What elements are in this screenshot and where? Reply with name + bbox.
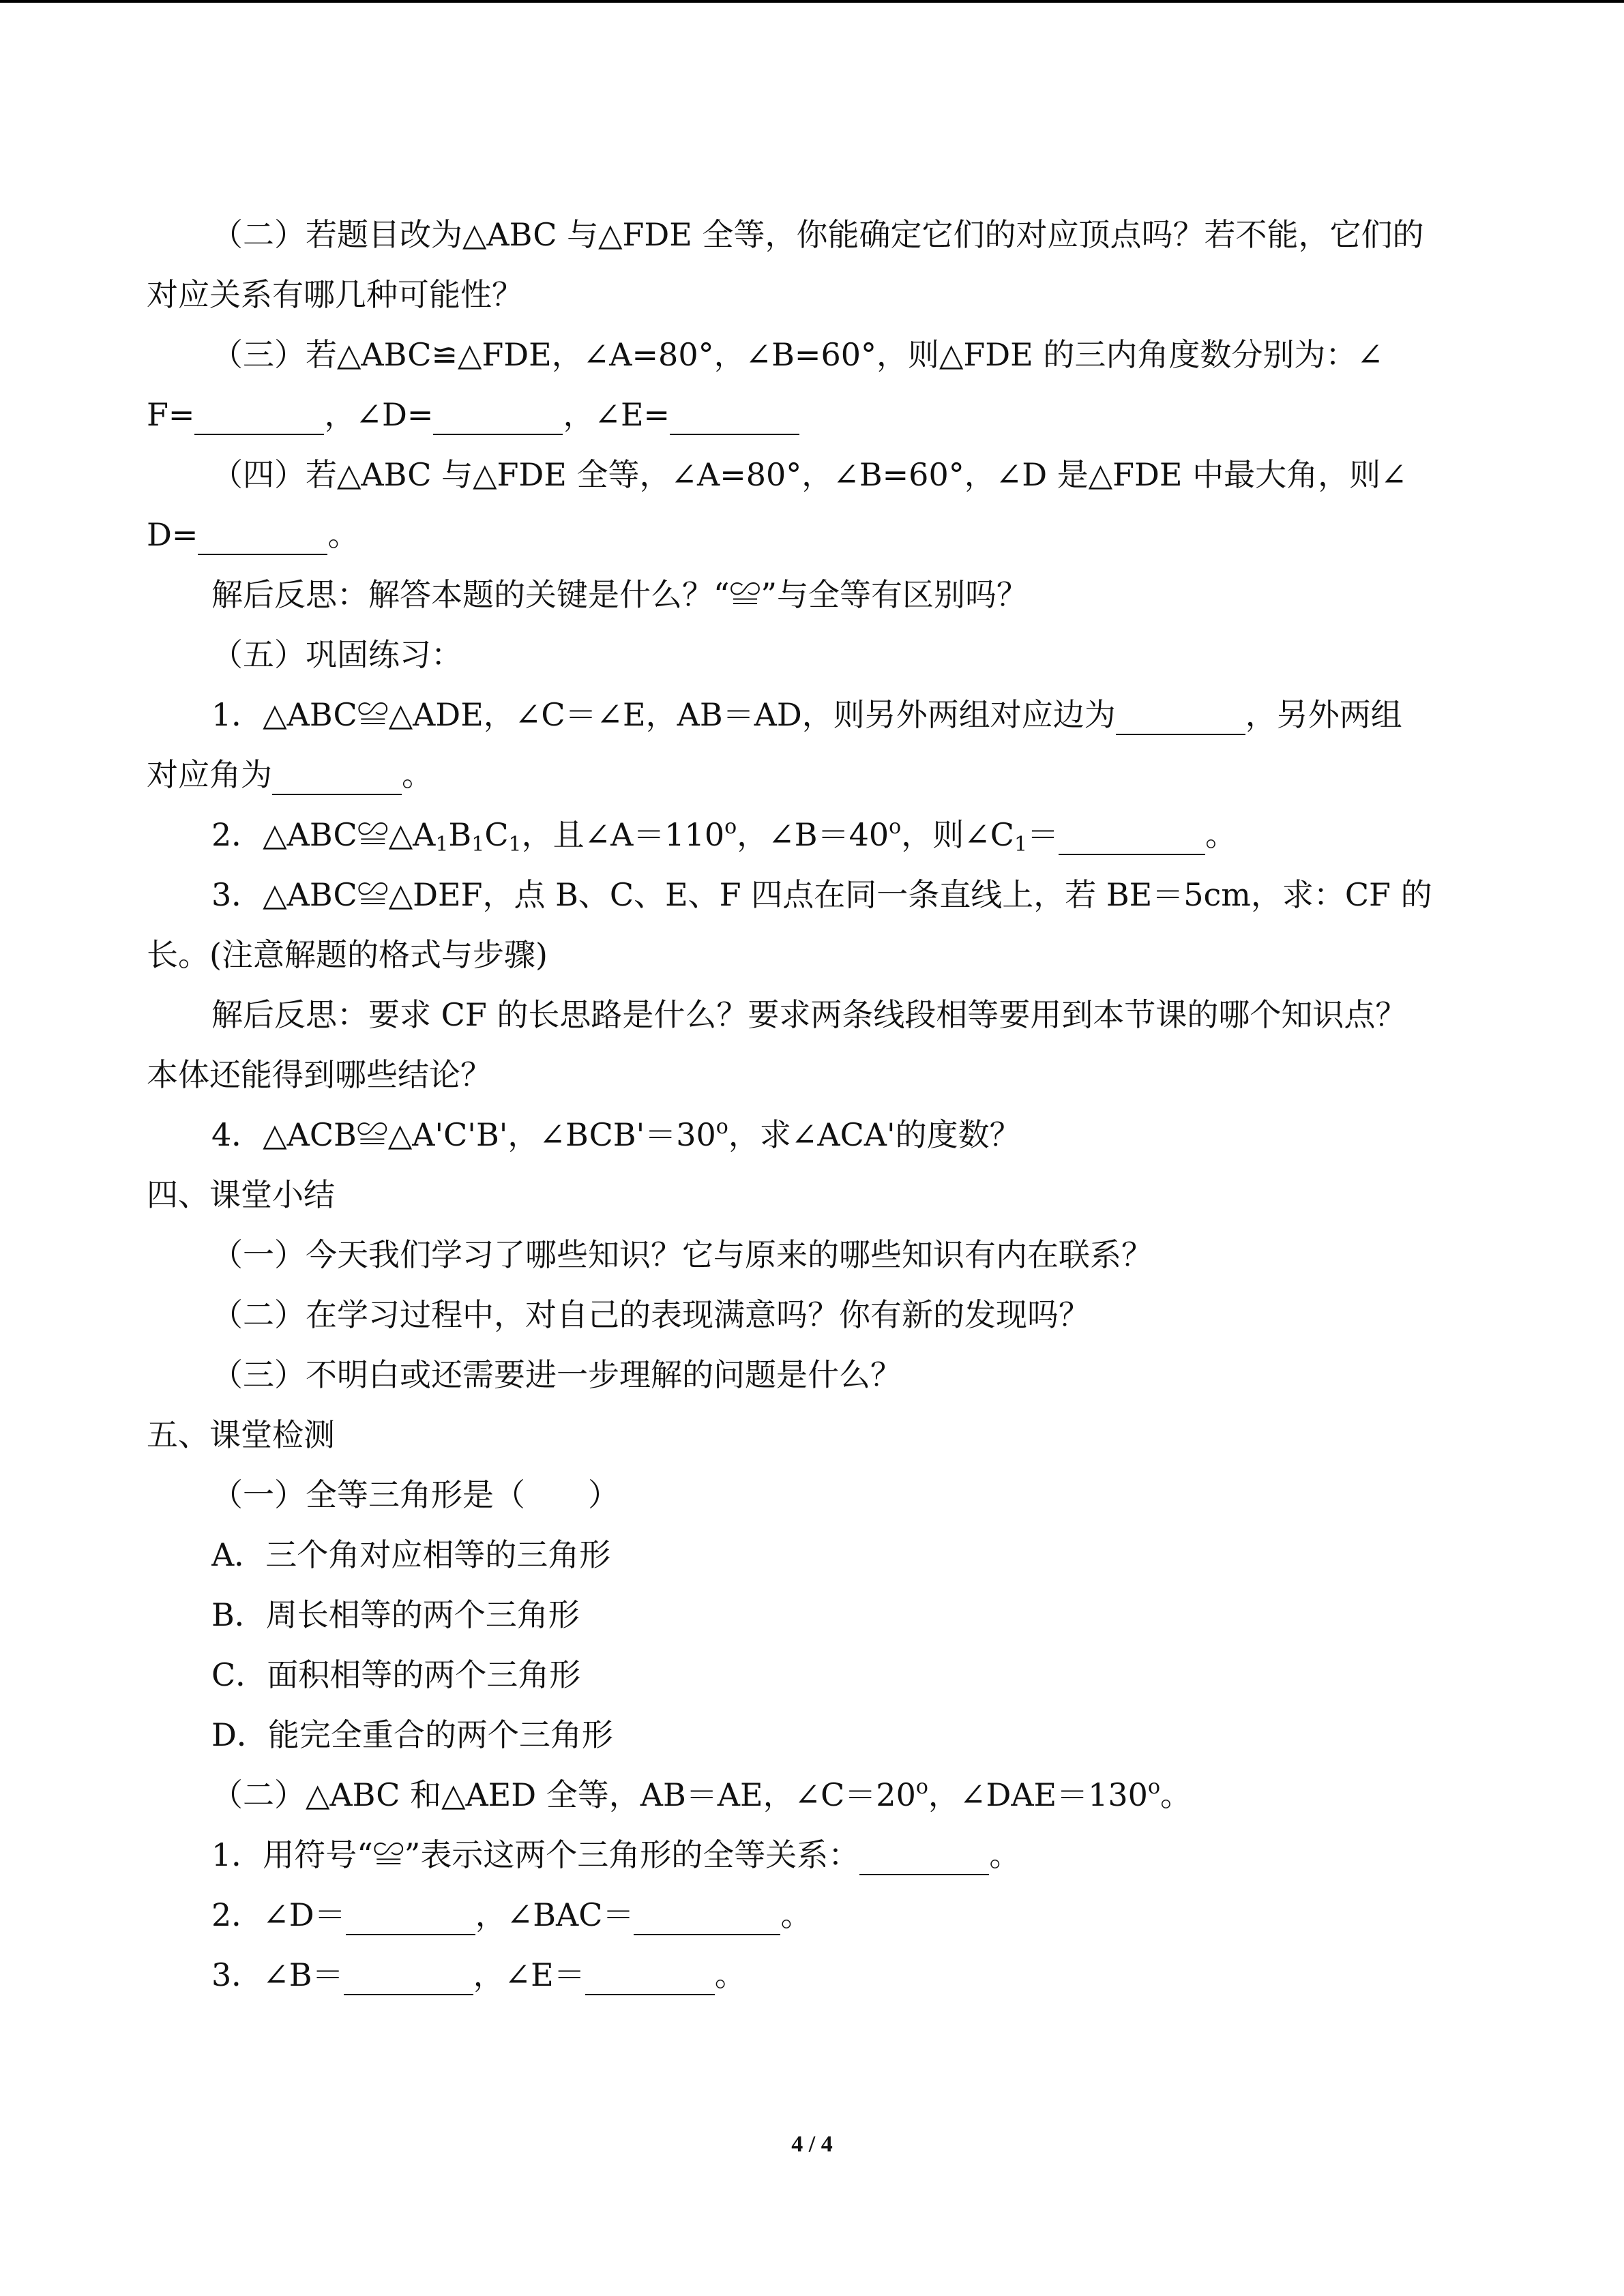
text-line: 3．△ABC≌△DEF，点 B、C、E、F 四点在同一条直线上，若 BE＝5cm，求：CF 的 xyxy=(211,876,1432,913)
text-line: 2．∠D＝ ，∠BAC＝ 。 xyxy=(211,1885,1477,1945)
text-line: 对应角为 。 xyxy=(147,745,1477,805)
text-line: （二）△ABC 和△AED 全等，AB＝AE，$\angle C=20^o$，$\angle DAE=130^o$。 xyxy=(211,1775,1192,1813)
text-line: （五）巩固练习： xyxy=(211,636,462,673)
answer-blank xyxy=(346,1893,475,1935)
answer-blank xyxy=(634,1893,780,1935)
answer-blank xyxy=(670,393,799,435)
choice-option: A．三个角对应相等的三角形 xyxy=(211,1536,611,1573)
answer-blank xyxy=(194,393,324,435)
choice-option: B．周长相等的两个三角形 xyxy=(211,1596,580,1633)
text-line: D= 。 xyxy=(147,505,1477,565)
section-heading: 四、课堂小结 xyxy=(147,1176,335,1213)
answer-blank xyxy=(1059,813,1205,855)
text-line: 1．△ABC≌△ADE，∠C＝∠E，AB＝AD，则另外两组对应边为 ，另外两组 xyxy=(211,685,1477,745)
page-top-rule xyxy=(0,0,1624,3)
text-line: （二）若题目改为△ABC 与△FDE 全等，你能确定它们的对应顶点吗？若不能，它们的 xyxy=(211,216,1424,253)
section-heading: 五、课堂检测 xyxy=(147,1416,335,1453)
text-line: F= ，∠D= ，∠E= xyxy=(147,385,1477,445)
text-line: 长。(注意解题的格式与步骤) xyxy=(147,936,548,973)
text-line: （一）今天我们学习了哪些知识？它与原来的哪些知识有内在联系？ xyxy=(211,1236,1153,1273)
text-line: 本体还能得到哪些结论？ xyxy=(147,1056,492,1093)
text-line: （三）若△ABC≌△FDE，∠A=80°，∠B=60°，则△FDE 的三内角度数分别为：∠ xyxy=(211,336,1383,373)
page-number: 4 / 4 xyxy=(791,2132,833,2157)
answer-blank xyxy=(585,1953,715,1995)
text-line: 4．△ACB≌△A'C'B'，$\angle BCB'=30^o$，求∠ACA'的度数？ xyxy=(211,1115,1021,1153)
text-line: 解后反思：要求 CF 的长思路是什么？要求两条线段相等要用到本节课的哪个知识点？ xyxy=(211,996,1407,1033)
choice-option: C．面积相等的两个三角形 xyxy=(211,1656,581,1693)
choice-option: D．能完全重合的两个三角形 xyxy=(211,1716,613,1753)
answer-blank xyxy=(344,1953,473,1995)
text-line: （二）在学习过程中，对自己的表现满意吗？你有新的发现吗？ xyxy=(211,1296,1090,1333)
answer-blank xyxy=(198,513,327,555)
text-line: 1．用符号“≌”表示这两个三角形的全等关系： 。 xyxy=(211,1825,1477,1885)
text-line: （一）全等三角形是（ ） xyxy=(211,1476,619,1513)
answer-blank xyxy=(433,393,563,435)
text-line: （三）不明白或还需要进一步理解的问题是什么？ xyxy=(211,1356,902,1393)
answer-blank xyxy=(272,753,402,795)
text-line: 2．$\triangle ABC≌\triangle A_1B_1C_1$，且$\angle A=110^o$，$\angle B=40^o$，则$\angle C_1=$ 。 xyxy=(211,805,1477,865)
answer-blank xyxy=(1116,693,1245,735)
text-line: 3．∠B＝ ，∠E＝ 。 xyxy=(211,1945,1477,2005)
answer-blank xyxy=(859,1833,989,1875)
text-line: 解后反思：解答本题的关键是什么？“≌”与全等有区别吗？ xyxy=(211,576,1029,613)
text-line: （四）若△ABC 与△FDE 全等，∠A=80°，∠B=60°，∠D 是△FDE 中最大角，则∠ xyxy=(211,456,1407,493)
text-line: 对应关系有哪几种可能性？ xyxy=(147,276,523,313)
